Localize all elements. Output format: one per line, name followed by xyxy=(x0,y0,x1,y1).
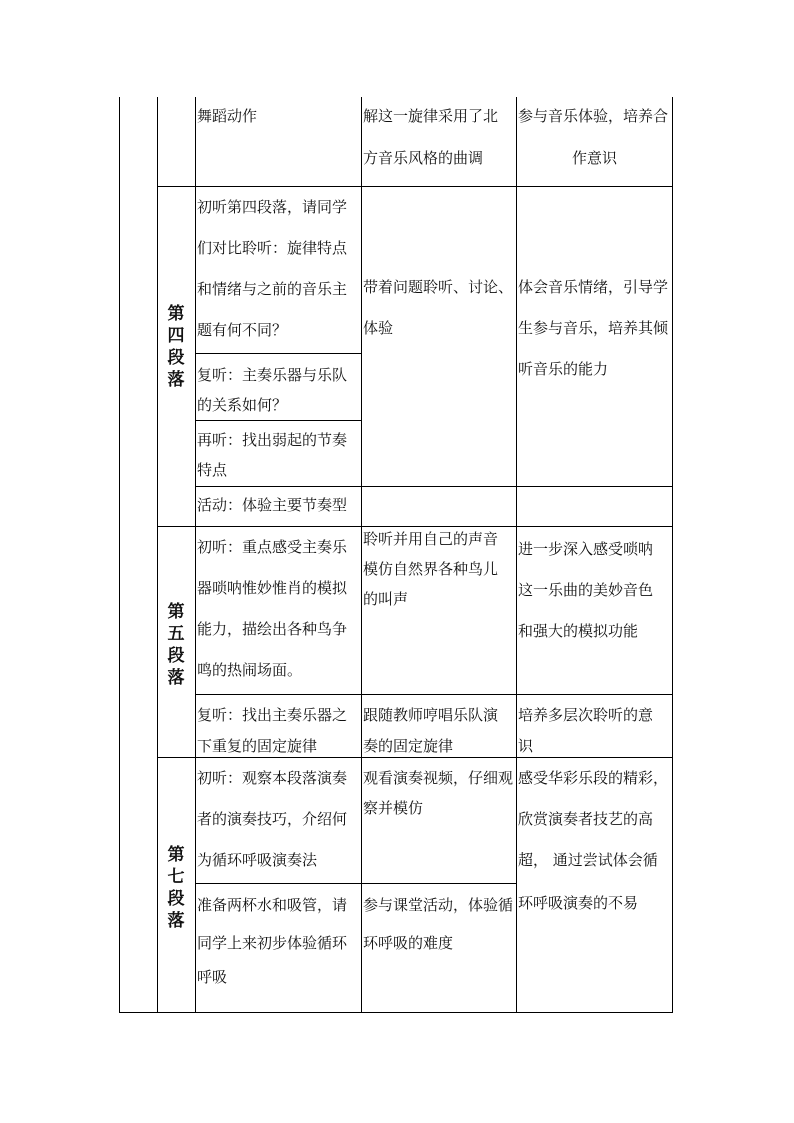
activity-cell xyxy=(197,540,360,685)
cell-text-line: 识 xyxy=(518,737,534,755)
cell-text-line: 模仿自然界各种鸟儿 xyxy=(363,560,499,578)
section-label-char: 第 xyxy=(167,602,185,622)
cell-text-line: 呼吸 xyxy=(197,968,228,986)
intent-cell xyxy=(518,708,672,758)
cell-text-line: 准备两杯水和吸管，请 xyxy=(197,896,348,914)
intent-cell xyxy=(518,542,672,642)
cell-text-line: 生参与音乐，培养其倾 xyxy=(518,319,669,337)
section-label-char: 段 xyxy=(167,889,185,909)
cell-text-line: 们对比聆听：旋律特点 xyxy=(197,239,348,257)
cell-text-line: 下重复的固定旋律 xyxy=(197,737,318,755)
cell-text-line: 参与音乐体验，培养合 xyxy=(518,107,669,125)
cell-text-line: 环呼吸演奏的不易 xyxy=(518,894,639,912)
cell-text-line: 观看演奏视频，仔细观 xyxy=(363,769,514,787)
student-cell xyxy=(363,280,515,340)
cell-text-line: 作意识 xyxy=(572,149,618,167)
cell-text-line: 体验 xyxy=(363,319,394,337)
cell-text-line: 和强大的模拟功能 xyxy=(518,622,639,640)
cell-text-line: 初听：重点感受主奏乐 xyxy=(197,538,348,556)
cell-text-line: 题有何不同？ xyxy=(197,321,288,339)
intent-cell xyxy=(518,109,672,169)
section-label-char: 段 xyxy=(167,646,185,666)
intent-cell xyxy=(518,280,672,380)
cell-text-line: 者的演奏技巧，介绍何 xyxy=(197,810,348,828)
student-cell xyxy=(363,109,515,169)
cell-text-line: 奏的固定旋律 xyxy=(363,737,454,755)
student-cell xyxy=(363,708,515,758)
activity-cell xyxy=(197,771,360,871)
cell-text-line: 带着问题聆听、讨论、 xyxy=(363,278,514,296)
activity-cell xyxy=(197,200,360,345)
activity-cell xyxy=(197,368,360,418)
section-label-char: 四 xyxy=(167,326,185,346)
activity-cell xyxy=(197,498,360,518)
cell-text-line: 体会音乐情绪，引导学 xyxy=(518,278,669,296)
cell-text-line: 鸣的热闹场面。 xyxy=(197,661,303,679)
student-cell xyxy=(363,771,515,831)
cell-text-line: 超， 通过尝试体会循 xyxy=(518,851,658,869)
activity-cell xyxy=(197,109,360,129)
cell-text-line: 初听第四段落，请同学 xyxy=(197,198,348,216)
cell-text-line: 器唢呐惟妙惟肖的模拟 xyxy=(197,579,348,597)
cell-text-line: 解这一旋律采用了北 xyxy=(363,107,499,125)
cell-text-line: 能力，描绘出各种鸟争 xyxy=(197,620,348,638)
cell-text-line: 初听：观察本段落演奏 xyxy=(197,769,348,787)
section-label-char: 第 xyxy=(167,845,185,865)
student-cell xyxy=(363,898,515,958)
section-label-char: 落 xyxy=(167,668,185,688)
cell-text-line: 再听：找出弱起的节奏 xyxy=(197,431,348,449)
activity-cell xyxy=(197,708,360,758)
cell-text-line: 为循环呼吸演奏法 xyxy=(197,851,318,869)
cell-text-line: 复听：主奏乐器与乐队 xyxy=(197,366,348,384)
cell-text-line: 培养多层次聆听的意 xyxy=(518,706,654,724)
cell-text-line: 跟随教师哼唱乐队演 xyxy=(363,706,499,724)
cell-text-line: 复听：找出主奏乐器之 xyxy=(197,706,348,724)
cell-text-line: 这一乐曲的美妙音色 xyxy=(518,581,654,599)
activity-cell xyxy=(197,898,360,998)
cell-text-line: 活动：体验主要节奏型 xyxy=(197,496,348,514)
cell-text-line: 舞蹈动作 xyxy=(197,107,258,125)
section-label-char: 段 xyxy=(167,348,185,368)
section-label-char: 第 xyxy=(167,304,185,324)
section-label xyxy=(157,844,195,932)
student-cell xyxy=(363,532,515,612)
cell-text-line: 方音乐风格的曲调 xyxy=(363,149,484,167)
section-label xyxy=(157,601,195,689)
section-label-char: 五 xyxy=(167,624,185,644)
cell-text-line: 同学上来初步体验循环 xyxy=(197,934,348,952)
section-label-char: 落 xyxy=(167,370,185,390)
cell-text-line: 特点 xyxy=(197,461,228,479)
cell-text-line: 的叫声 xyxy=(363,590,409,608)
cell-text-line: 的关系如何？ xyxy=(197,396,288,414)
section-label-char: 落 xyxy=(167,911,185,931)
section-label xyxy=(157,303,195,391)
cell-text-line: 听音乐的能力 xyxy=(518,360,609,378)
cell-text-line: 环呼吸的难度 xyxy=(363,934,454,952)
cell-text-line: 和情绪与之前的音乐主 xyxy=(197,280,348,298)
section-label-char: 七 xyxy=(167,867,185,887)
cell-text-line: 欣赏演奏者技艺的高 xyxy=(518,810,654,828)
cell-text-line: 参与课堂活动，体验循 xyxy=(363,896,514,914)
cell-text-line: 察并模仿 xyxy=(363,799,424,817)
activity-cell xyxy=(197,433,360,483)
cell-text-line: 聆听并用自己的声音 xyxy=(363,530,499,548)
intent-cell xyxy=(518,771,672,911)
cell-text-line: 进一步深入感受唢呐 xyxy=(518,540,654,558)
cell-text-line: 感受华彩乐段的精彩， xyxy=(518,769,669,787)
